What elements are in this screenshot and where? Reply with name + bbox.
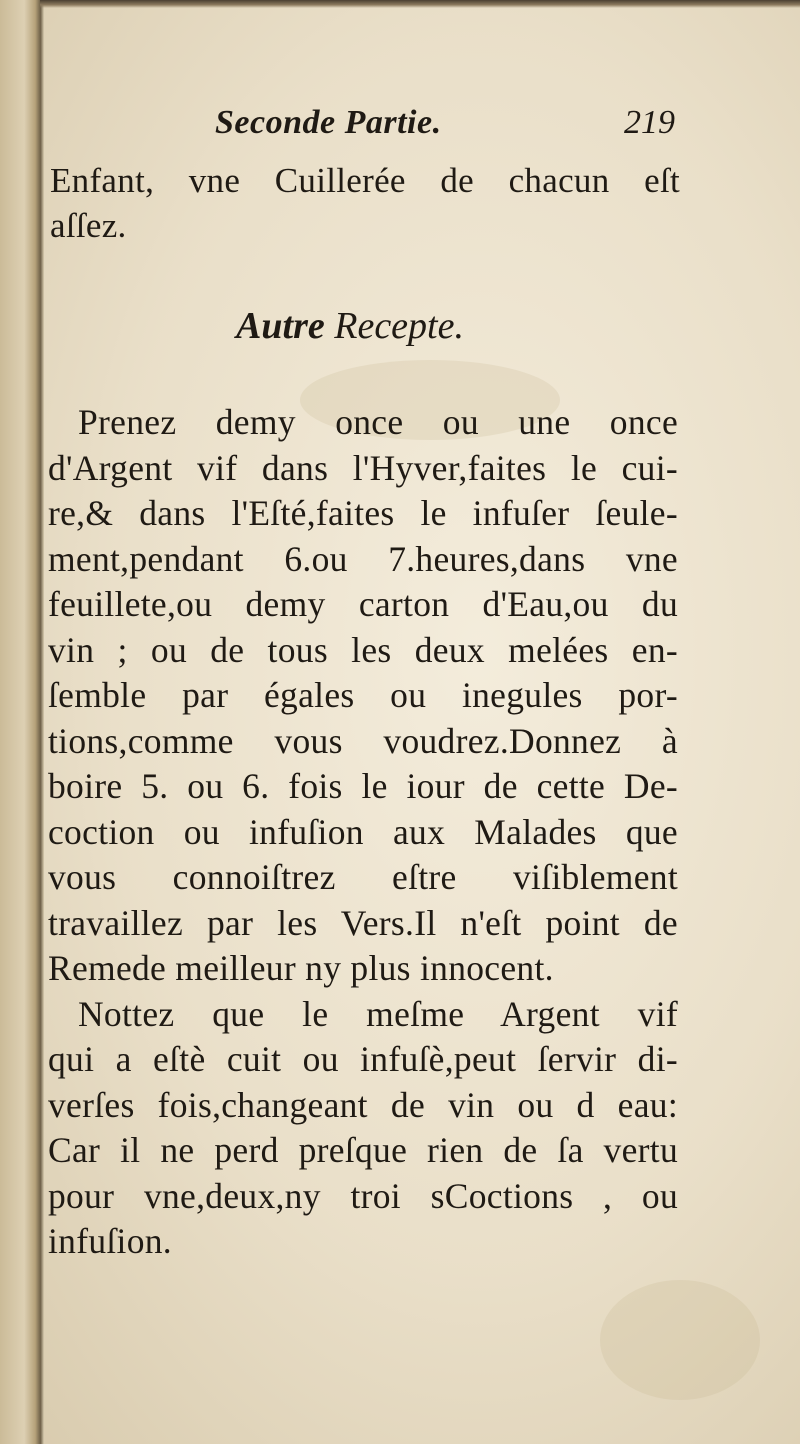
text-line: qui a eſtè cuit ou infuſè,peut ſervir di- bbox=[48, 1039, 678, 1079]
text-line: boire 5. ou 6. fois le iour de cette De- bbox=[48, 766, 678, 806]
text-line: Nottez que le meſme Argent vif bbox=[78, 993, 678, 1034]
text-line: Car il ne perd preſque rien de ſa vertu bbox=[48, 1130, 678, 1170]
text-line: aſſez. bbox=[50, 206, 127, 245]
text-line: pour vne,deux,ny troi sCoctions , ou bbox=[48, 1175, 678, 1216]
running-head: Seconde Partie. bbox=[215, 104, 442, 141]
section-heading-roman: Recepte. bbox=[334, 305, 464, 347]
text-line: feuillete,ou demy carton d'Eau,ou du bbox=[48, 584, 678, 624]
text-line: coction ou infuſion aux Malades que bbox=[48, 811, 678, 852]
text-line: ment,pendant 6.ou 7.heures,dans vne bbox=[48, 538, 678, 579]
text-line: vin ; ou de tous les deux melées en- bbox=[48, 629, 678, 670]
page-top-edge bbox=[40, 0, 800, 8]
section-heading-italic: Autre bbox=[236, 305, 325, 347]
continuation-text bbox=[50, 158, 680, 248]
text-line: Enfant, vne Cuillerée de chacun eſt bbox=[50, 161, 680, 200]
text-line: travaillez par les Vers.Il n'eſt point de bbox=[48, 902, 678, 943]
body-text bbox=[48, 400, 678, 1265]
text-line: ſemble par égales ou inegules por- bbox=[48, 675, 678, 715]
page-number: 219 bbox=[624, 104, 675, 141]
text-line: verſes fois,changeant de vin ou d eau: bbox=[48, 1084, 678, 1125]
paper-stain bbox=[600, 1280, 760, 1400]
paragraph bbox=[48, 992, 678, 1265]
text-line: d'Argent vif dans l'Hyver,faites le cui- bbox=[48, 447, 678, 488]
section-heading bbox=[200, 304, 500, 348]
text-line: tions,comme vous voudrez.Donnez à bbox=[48, 720, 678, 761]
text-line: Prenez demy once ou une once bbox=[78, 402, 678, 442]
text-line: re,& dans l'Eſté,faites le infuſer ſeule- bbox=[48, 493, 678, 533]
text-line: infuſion. bbox=[48, 1221, 172, 1261]
text-line: Remede meilleur ny plus innocent. bbox=[48, 948, 554, 988]
paragraph bbox=[48, 400, 678, 992]
book-spine-gutter bbox=[0, 0, 44, 1444]
page-header bbox=[215, 100, 675, 160]
text-line: vous connoiſtrez eſtre viſiblement bbox=[48, 857, 678, 897]
